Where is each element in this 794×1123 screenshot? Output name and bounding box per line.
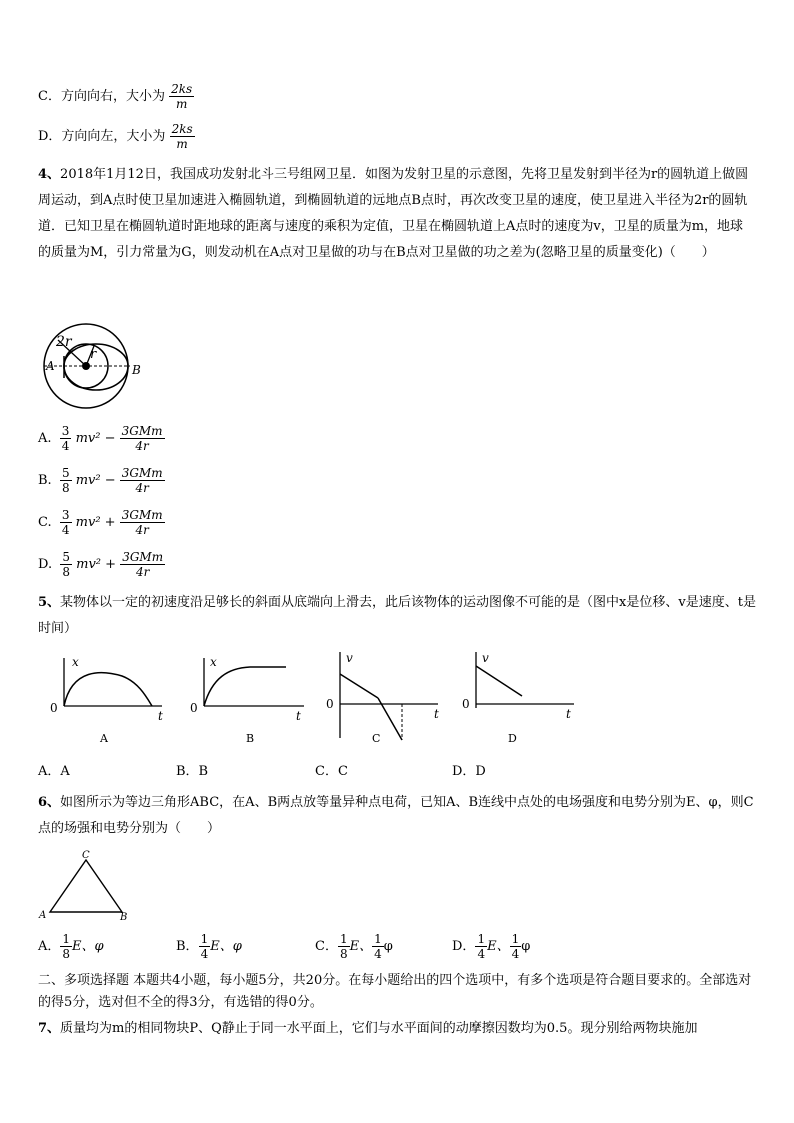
triangle-abc [50,860,122,912]
question-6-text: 如图所示为等边三角形ABC，在A、B两点放等量异种点电荷，已知A、B连线中点处的电场强度和电势分别为E、φ，则C点的场强和电势分别为（ ） [38,795,754,836]
q3-c-denominator: m [175,97,188,111]
q4-option-b [38,466,165,495]
q6-b-num: 1 [200,932,209,946]
question-5-text: 某物体以一定的初速度沿足够长的斜面从底端向上滑去，此后该物体的运动图像不可能的是（图中x是位移、v是速度、t是时间） [38,595,756,636]
q5-option-c: C．C [315,764,348,779]
q5-option-d: D．D [452,764,486,779]
graph-a-origin: 0 [50,701,58,715]
graph-d-y-label: v [482,651,489,665]
graph-c-y-label: v [346,651,353,665]
question-7-number: 7、 [38,1021,61,1036]
q3-c-numerator: 2ks [171,82,193,96]
q6-b-fraction [199,932,211,961]
q5-option-b: B．B [176,764,209,779]
graph-c-caption: C [372,732,381,745]
question-4-number: 4、 [38,167,61,182]
triangle-abc-figure [36,848,136,922]
graph-c-origin: 0 [326,697,334,711]
label-a: A [39,910,47,921]
graph-c [320,646,450,746]
q4-d-coef-den: 8 [62,565,70,579]
graph-d [456,646,586,746]
graph-b-origin: 0 [190,701,198,715]
q4-option-a [38,424,165,453]
q3-d-denominator: m [176,137,188,151]
q4-d-term-num: 3GMm [122,550,164,564]
q4-option-b-label: B. [38,473,52,488]
q6-option-b [176,932,242,961]
q3-option-d [38,122,195,151]
graph-a-caption: A [100,732,108,745]
section-2-header: 二、多项选择题 本题共4小题，每小题5分，共20分。在每小题给出的四个选项中，有多个选项是符合题目要求的。全部选对的得5分，选对但不全的得3分，有选错的得0分。 [38,973,752,1010]
q6-b-den: 4 [200,947,209,961]
graph-a [42,650,172,746]
q6-option-d [452,932,530,961]
q6-c-num2: 1 [374,932,382,946]
question-4-text: 2018年1月12日，我国成功发射北斗三号组网卫星．如图为发射卫星的示意图，先将卫星发射到半径为r的圆轨道上做圆周运动，到A点时使卫星加速进入椭圆轨道，到椭圆轨道的远地点B点时，再次改变卫星的速度，使卫星进入半径为2r的圆轨道．已知卫星在椭圆轨道时距地球的距离与速度的乘积为定值，卫星在椭圆轨道上A点时的速度为v，卫星的质量为m，地球的质量为M，引力常量为G，则发动机在A点对卫星做的功与在B点对卫星做的功之差为(忽略卫星的质量变化)（ ） [38,167,749,260]
q4-a-mid: mv² − [75,431,116,446]
q4-option-a-label: A. [38,431,52,446]
q4-c-mid: mv² + [75,515,116,530]
graph-d-origin: 0 [462,697,470,711]
satellite-orbit-figure [38,318,141,410]
question-5-number: 5、 [38,595,61,610]
q6-option-c [315,932,393,961]
q6-c-den2: 4 [374,947,382,961]
q4-d-term-den: 4r [135,565,150,579]
q4-c-term [120,508,165,537]
q6-a-den: 8 [62,947,71,961]
q6-b-rest: E、φ [210,939,242,954]
graph-c-x-label: t [434,707,439,721]
q4-option-d-label: D. [38,557,53,572]
q6-option-b-label: B． [176,939,199,954]
label-r: r [90,347,97,362]
q4-b-coef-den: 8 [61,481,70,495]
q4-b-term-num: 3GMm [121,466,163,480]
q3-option-c-fraction [169,82,194,111]
graph-d-line [476,666,522,696]
q4-b-coef [60,466,72,495]
q4-a-coef [60,424,72,453]
q6-a-rest: E、φ [72,939,104,954]
graph-b-y-label: x [210,655,217,669]
label-b: B [132,363,141,377]
graph-b [184,650,314,746]
q6-a-num: 1 [62,932,71,946]
question-6-number: 6、 [38,795,61,810]
q4-a-term-num: 3GMm [121,424,163,438]
q4-option-c-label: C. [38,515,52,530]
graph-b-x-label: t [296,709,301,723]
q4-option-d [38,550,165,579]
graph-d-x-label: t [566,707,571,721]
graph-b-caption: B [246,732,255,745]
q4-d-coef-num: 5 [62,550,70,564]
question-7-stem [38,1016,756,1042]
graph-a-curve [64,673,152,706]
q6-c-rest2: φ [383,939,393,954]
q6-d-fraction [475,932,487,961]
question-6-stem [38,790,756,842]
q4-b-coef-num: 5 [61,466,70,480]
q4-c-term-num: 3GMm [121,508,163,522]
q6-d-num: 1 [477,932,486,946]
q3-option-d-fraction [170,122,195,151]
graph-a-y-label: x [72,655,79,669]
q4-d-coef [60,550,72,579]
q6-d-num2: 1 [511,932,520,946]
q6-d-den: 4 [477,947,486,961]
q4-b-mid: mv² − [75,473,116,488]
q4-d-mid: mv² + [76,557,117,572]
q6-d-den2: 4 [511,947,520,961]
q6-c-den: 8 [339,947,348,961]
graph-c-line-1 [340,674,378,698]
q6-d-fraction-2 [510,932,522,961]
question-4-stem [38,162,756,266]
q6-d-rest: E、 [487,939,510,954]
q4-b-term-den: 4r [135,481,149,495]
label-a: A [46,359,55,373]
label-b: B [120,912,128,923]
q6-c-fraction [338,932,350,961]
q4-c-coef [60,508,72,537]
graph-a-x-label: t [158,709,163,723]
q4-a-term-den: 4r [135,439,149,453]
q4-b-term [120,466,165,495]
graph-b-curve [204,667,286,706]
q4-a-coef-num: 3 [61,424,70,438]
q4-c-coef-den: 4 [61,523,70,537]
q6-c-num: 1 [339,932,348,946]
q5-option-a: A．A [38,764,70,779]
q4-a-coef-den: 4 [61,439,70,453]
q4-c-coef-num: 3 [61,508,70,522]
question-7-text: 质量均为m的相同物块P、Q静止于同一水平面上，它们与水平面间的动摩擦因数均为0.5。现分别给两物块施加 [60,1021,698,1036]
q3-d-numerator: 2ks [171,122,193,136]
label-2r: 2r [56,334,72,350]
q6-d-rest2: φ [521,939,531,954]
q6-option-d-label: D． [452,939,476,954]
q4-c-term-den: 4r [135,523,149,537]
q6-option-a-label: A． [38,939,61,954]
q6-c-rest: E、 [349,939,373,954]
q6-c-fraction-2 [372,932,384,961]
q4-a-term [120,424,165,453]
q3-option-d-text: D．方向向左，大小为 [38,129,166,144]
q6-option-c-label: C． [315,939,338,954]
question-5-stem [38,590,756,642]
q3-option-c-text: C．方向向右，大小为 [38,89,165,104]
q4-d-term [120,550,165,579]
graph-d-caption: D [508,732,517,745]
q6-a-fraction [60,932,72,961]
q3-option-c [38,82,194,111]
q4-option-c [38,508,165,537]
q6-option-a [38,932,104,961]
label-c: C [82,850,90,861]
